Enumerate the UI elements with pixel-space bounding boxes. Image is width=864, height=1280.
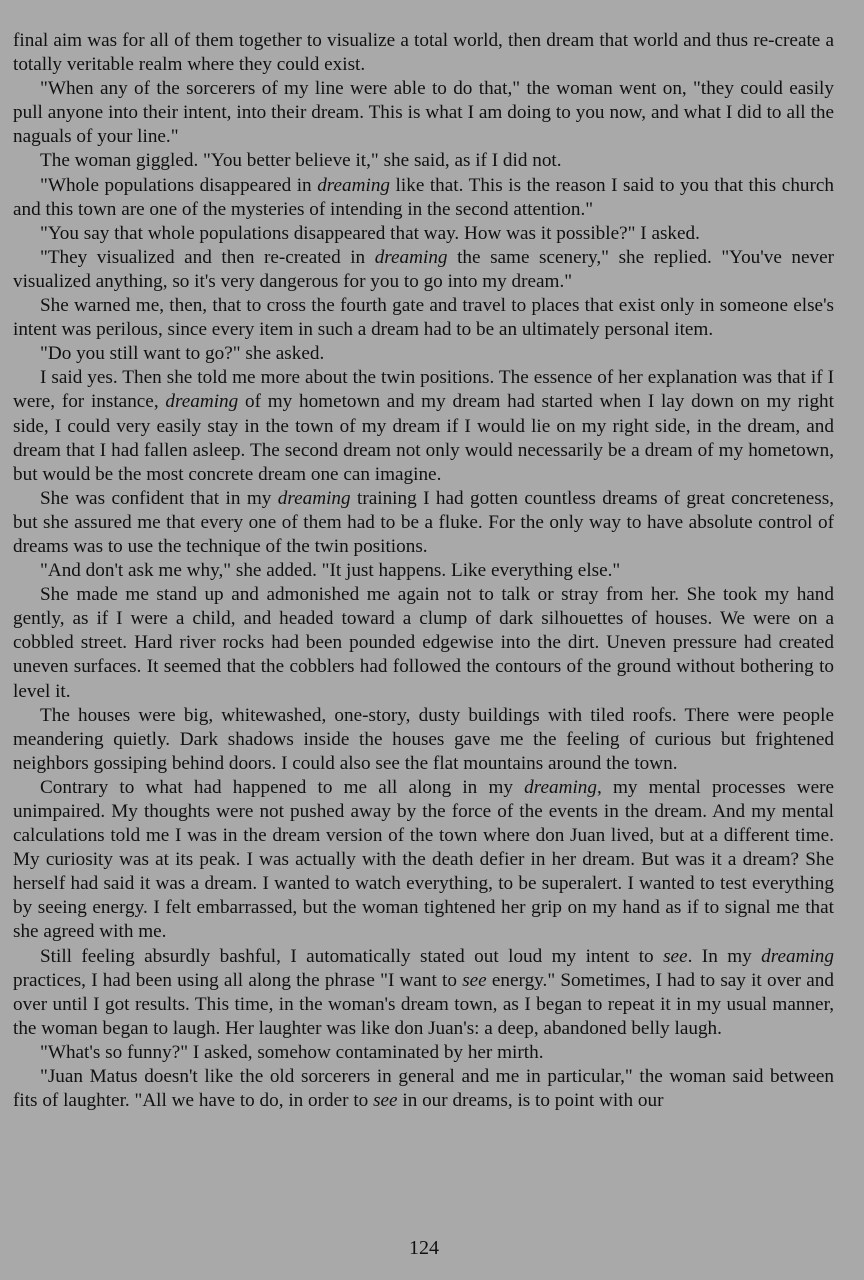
text-run: final aim was for all of them together to visualize a total world, then dream that world and thus re-create a totally veritable realm where they could exist.: [13, 30, 834, 76]
text-run: The woman giggled. "You better believe it," she said, as if I did not.: [40, 150, 562, 172]
text-run: training I had gotten countless dreams of great concreteness, but she assured me that every one of them had to be a fluke. For the only way to have absolute control of dreams was to use the technique of the twin positions.: [13, 487, 834, 557]
text-run: "Juan Matus doesn't like the old sorcerers in general and me in particular," the woman said between fits of laughter. "All we have to do, in order to: [13, 1066, 834, 1112]
text-run: the same scenery," she replied. "You've never visualized anything, so it's very dangerous for you to go into my dream.": [13, 246, 834, 292]
italic-text: dreaming: [277, 487, 351, 509]
text-run: She made me stand up and admonished me again not to talk or stray from her. She took my hand gently, as if I were a child, and headed toward a clump of dark silhouettes of houses. We were on a cobbled street. Hard river rocks had been pounded edgewise into the dirt. Uneven pressure had created uneven surfaces. It seemed that the cobblers had followed the contours of the ground without bothering to level it.: [13, 584, 834, 702]
italic-text: dreaming: [317, 174, 391, 196]
paragraph: [13, 366, 834, 486]
text-run: "And don't ask me why," she added. "It just happens. Like everything else.": [40, 560, 621, 582]
paragraph: [13, 1065, 834, 1113]
text-run: She warned me, then, that to cross the fourth gate and travel to places that exist only in someone else's intent was perilous, since every item in such a dream had to be an ultimately personal item.: [13, 295, 834, 341]
italic-text: dreaming: [524, 776, 597, 798]
text-run: The houses were big, whitewashed, one-story, dusty buildings with tiled roofs. There were people meandering quietly. Dark shadows inside the houses gave me the feeling of curious but frightened neighbors gossiping behind doors. I could also see the flat mountains around the town.: [13, 704, 834, 774]
text-run: . In my: [687, 945, 762, 967]
paragraph: [13, 174, 834, 222]
text-run: Still feeling absurdly bashful, I automatically stated out loud my intent to: [40, 945, 664, 967]
page-number: 124: [409, 1237, 439, 1259]
text-run: She was confident that in my: [40, 487, 278, 509]
paragraph: [13, 149, 834, 173]
text-run: "They visualized and then re-created in: [40, 246, 375, 268]
italic-text: dreaming: [165, 391, 239, 413]
italic-text: see: [663, 945, 688, 967]
paragraph: [13, 246, 834, 294]
text-run: "Whole populations disappeared in: [40, 174, 318, 196]
paragraph: [13, 77, 834, 149]
text-run: in our dreams, is to point with our: [397, 1090, 664, 1112]
paragraph: [13, 559, 834, 583]
italic-text: dreaming: [761, 945, 834, 967]
text-run: I said yes. Then she told me more about the twin positions. The essence of her explanation was that if I were, for instance,: [13, 367, 834, 413]
text-run: practices, I had been using all along the phrase "I want to: [13, 969, 463, 991]
text-run: "What's so funny?" I asked, somehow contaminated by her mirth.: [40, 1041, 544, 1063]
paragraph: [13, 342, 834, 366]
text-run: of my hometown and my dream had started when I lay down on my right side, I could very easily stay in the town of my dream if I would lie on my right side, in the dream, and dream that I had fallen asleep. The second dream not only would necessarily be a dream of my hometown, but would be the most concrete dream one can imagine.: [13, 391, 834, 485]
text-run: "You say that whole populations disappeared that way. How was it possible?" I asked.: [40, 222, 700, 244]
paragraph: [13, 29, 834, 77]
paragraph: [13, 704, 834, 776]
text-run: , my mental processes were unimpaired. My thoughts were not pushed away by the force of the events in the dream. And my mental calculations told me I was in the dream version of the town where don Juan lived, but at a different time. My curiosity was at its peak. I was actually with the death defier in her dream. But was it a dream? She herself had said it was a dream. I wanted to watch everything, to be superalert. I wanted to test everything by seeing energy. I felt embarrassed, but the woman tightened her grip on my hand as if to signal me that she agreed with me.: [13, 776, 834, 943]
text-run: like that. This is the reason I said to you that this church and this town are one of the mysteries of intending in the second attention.": [13, 174, 835, 220]
paragraph: [13, 222, 834, 246]
italic-text: dreaming: [374, 246, 448, 268]
text-run: "Do you still want to go?" she asked.: [40, 343, 325, 365]
page-body: [13, 29, 834, 1113]
paragraph: [13, 583, 834, 703]
paragraph: [13, 487, 834, 559]
paragraph: [13, 294, 834, 342]
text-run: "When any of the sorcerers of my line were able to do that," the woman went on, "they could easily pull anyone into their intent, into their dream. This is what I am doing to you now, and what I did to all the naguals of your line.": [13, 78, 834, 148]
italic-text: see: [373, 1090, 398, 1112]
text-run: energy." Sometimes, I had to say it over and over until I got results. This time, in the woman's dream town, as I began to repeat it in my usual manner, the woman began to laugh. Her laughter was like don Juan's: a deep, abandoned belly laugh.: [13, 969, 834, 1039]
paragraph: [13, 1041, 834, 1065]
text-run: Contrary to what had happened to me all along in my: [40, 776, 525, 798]
paragraph: [13, 945, 834, 1041]
italic-text: see: [462, 969, 487, 991]
paragraph: [13, 776, 834, 945]
